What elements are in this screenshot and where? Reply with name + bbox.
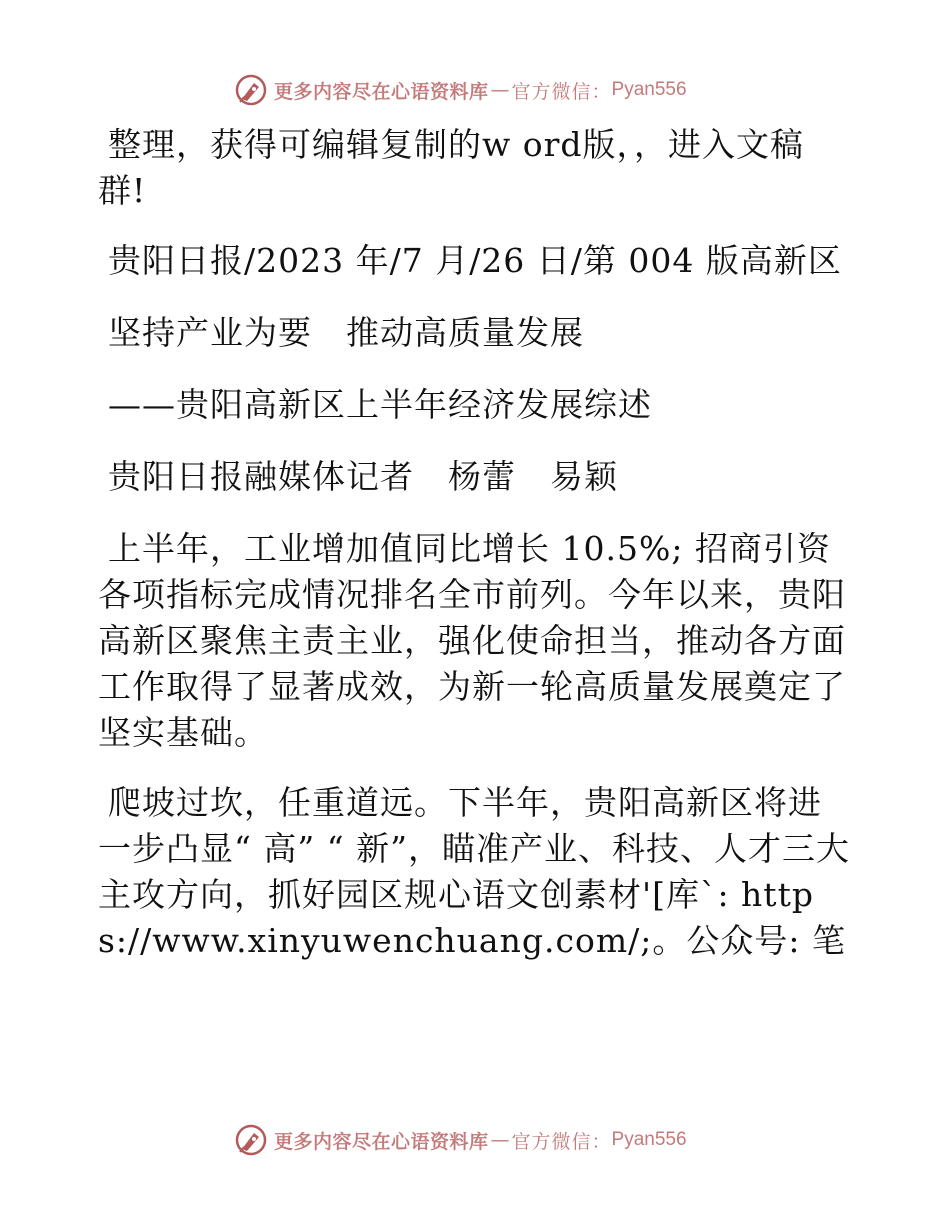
intro-line: 整理，获得可编辑复制的w ord版，，进入文稿群! xyxy=(98,125,805,210)
watermark-wechat-label: 官方微信： xyxy=(511,80,612,103)
watermark-wechat-id: Pyan556 xyxy=(611,1129,687,1150)
watermark-text: 更多内容尽在心语资料库 xyxy=(274,80,489,103)
pen-nib-logo-icon xyxy=(234,1123,268,1157)
watermark-dash: — xyxy=(490,1129,510,1151)
watermark-wechat-id: Pyan556 xyxy=(611,79,687,100)
pen-nib-logo-icon xyxy=(234,73,268,107)
watermark-dash: — xyxy=(490,79,510,101)
byline: 贵阳日报融媒体记者 杨蕾 易颖 xyxy=(108,457,618,496)
paragraph-2: 爬坡过坎，任重道远。下半年，贵阳高新区将进一步凸显“ 高” “ 新”，瞄准产业、科技、人才三大主攻方向，抓好园区规心语文创素材'[库`: https://www.xinyuwenchuang.com/;。公众号: 笔 xyxy=(98,783,850,960)
footer-watermark-banner xyxy=(234,1122,687,1158)
document-body xyxy=(98,122,850,988)
article-subtitle: ——贵阳高新区上半年经济发展综述 xyxy=(108,385,652,424)
source-line: 贵阳日报/2023 年/7 月/26 日/第 004 版高新区 xyxy=(108,241,842,280)
watermark-text: 更多内容尽在心语资料库 xyxy=(274,1130,489,1153)
article-title: 坚持产业为要 推动高质量发展 xyxy=(108,313,584,352)
header-watermark-banner xyxy=(234,72,687,108)
watermark-wechat-label: 官方微信： xyxy=(511,1130,612,1153)
paragraph-1: 上半年，工业增加值同比增长 10.5%; 招商引资各项指标完成情况排名全市前列。今年以来，贵阳高新区聚焦主责主业，强化使命担当，推动各方面工作取得了显著成效，为新一轮高质量发展奠定了坚实基础。 xyxy=(98,529,846,752)
